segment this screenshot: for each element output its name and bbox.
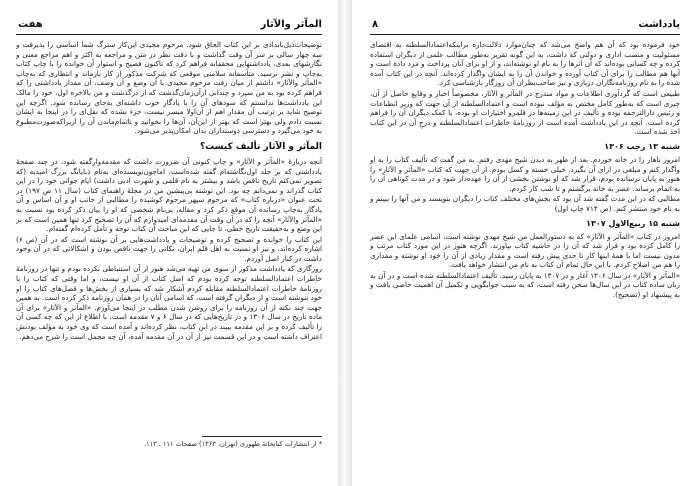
diary-entry-paragraph: امروز ناهار را در خانه خوردم. بعد از ظهر به دیدن شیخ مهدی رفتم. به من گفت که تألیف کتاب را به او واگذار کنم و مبلغی در ازای آن بگیرد. خیلی خسته و کسل بودم. از آن جهت که کتاب «المآثر و الآثار» را هنوز به پایان نرسانده بودم، قرار شد که او نوشتن بخشی از آن را عهده‌دار شود و در مدت کوتاهی آن را به اتمام برساند. عصر به خانه برگشتم و تا شب کار کردم. bbox=[370, 154, 680, 193]
footnote: * از انتشارات کتابخانهٔ طهوری (تهران، ۱۳۶۳) صفحات ۱۱۱ ـ ۱۱۳. bbox=[143, 440, 322, 448]
left-body bbox=[16, 40, 322, 430]
footnote-rule bbox=[202, 436, 322, 437]
diary-entry-paragraph: «المآثر و الآثار» در سال ۱۳۰۶ آغاز و در ۱۳۰۷ به پایان رسید. تألیف اعتمادالسلطنه شده است و در آن به زبان ساده کتاب در این سال‌ها سخن رفته است، که به سبب جوابگویی و تکمیل آن اهمیت خاصی یافت و به پیشنهاد او (تصحیح). bbox=[370, 270, 680, 300]
diary-entry-heading: شنبه ۱۳ رجب ۱۳۰۶ bbox=[604, 141, 680, 151]
left-page bbox=[0, 0, 338, 486]
body-paragraph: این کتاب را خوانده و تصحیح کرده و توضیحات و یادداشت‌هایی بر آن نوشته است که در آن (ص ۶) اشاره کرده‌اند، و نیز او نسبت به اهل قلم ایران، نکاتی را جهت ناقص بودن و اشکالاتی که در آن وجود داشت در کنار اصل آوردم. bbox=[16, 234, 322, 263]
intro-paragraph: توضیحات‌ذیل‌بانداذی بر این کتاب الحاق شود. مرحوم مجیدی این‌کار سترگ‌ شما اساسی را پذیرفت و سه چهار سالی بر سر آن وقت گذاشت و با دقت نظر در متن و مراجعه به اکثر و اهم مراجع معنی و نگارشهای بعدی، یادداشتهایی محققانه فراهم کرد که تاکنون فصیح و استوار آن خوانده را با چاپ کتاب به‌چاپ و نشر نرسید. متأسفانه سلامتی موقعی که شرکت مذکور از کار بازماند و انتظاری که به‌چاپ «المآثر والآثار» داشتم از میان رفت مرحوم مجیدی با آن وضع و آن وصف، آن مقدار یادداشتی را که فراهم کرده بود به من سپرد و چندانی ازآن‌زمان‌گذشت که از درگذشت و من بالاخره اول، خود را مالک این یادداشت‌ها ندانستم که سودهای آن را با یادگار خوب داشته‌ای به‌جای رسانده شود. اگرچه این توضیح شاید بر ترتیب آن مقدار اهم از آن‌اولا میسر نیست، جزء نشده که نقل‌ای را در اینجا به ایشان نسبت دادم ولی بهتر است که بهتر از این‌آن، آن‌ها را بخوانید و ناتمام‌ماندن آن را ازیراکه‌صورت‌مطبوع به خود می‌گیرد و دسترسی دوستداران بدان امکان‌پذیر می‌شود. bbox=[16, 40, 322, 136]
right-body bbox=[370, 40, 680, 476]
right-page bbox=[352, 0, 696, 486]
body-paragraph: روزگاری که یادداشت مذکور از سوی من تهیه می‌شد هنوز از آن استنباطی نکرده بودم و تنها در روزنامهٔ خاطرات اعتمادالسلطنه توجه کرده بودم که اصل کتاب از آن او نیست، و اما وقتی که کتاب را با روزنامهٔ خاطرات اعتمادالسلطنه مقابله کردم آشکار شد که بسیاری از بخش‌ها و فصل‌های کتاب را او خود ننوشته است و از دیگران گرفته است، که اسامی آنان را در همان روزنامه ذکر کرده است. به همین جهت چند نکته از آن روزنامه را برای روشن شدن مطلب در اینجا می‌آورم. «المآثر و الآثار» برای آن ماده تاریخ در سال ۱۳۰۶ و در تاریخ‌هایی که در سال ۶ و ۷ مقدمه است، با اطلاع از این که چه کسی آن را تألیف کرده و بر این مقدمه ببیند در این کتاب، نظر کرده‌اند و آمده است که وی خود به مؤلف بودنش اعتراف داشته است و در این قسمت نیز از آن در آن مقدمه آمده، آن چه مجمل است را شرح می‌دهم. bbox=[16, 264, 322, 341]
diary-entry-heading: شنبه ۱۵ ربیع‌الاول ۱۳۰۷ bbox=[586, 218, 680, 228]
intro-paragraph: خود فرموده بود که آن هم واضح می‌شد که چنان‌موارد دلالت‌داره براینکه‌اعتمادالسلطنه به اقتضای مسئولیت و منصب اداری و دولتی که داشت، به این گونه تقریر به‌طور مطالب علمی از دیگران استفاده کرده و چه کسانی بوده‌اند که آن اثرها را به نام او نوشته‌اند، و از او برای آنان پرداخت و مزد داده است و آنها هم مطالب را برای آن کتاب آورده و خواندن آن را به ایشان واگذار کرده‌اند. آنچه در این کتاب آمده شده را به نام روزنامه‌نگاران درباری و نیز صاحب‌نظران آن روزگار بازشناسی کرد. bbox=[370, 40, 680, 88]
book-gutter bbox=[338, 0, 352, 486]
section-heading: المآثر و الآثار تألیف کیست؟ bbox=[199, 141, 322, 152]
diary-entry-paragraph: مطالبی که در این مدت گفته شد آن بود که بخش‌های مختلف کتاب را دیگران بنویسند و من آنها را ببینم و به نام خود منتشر کنم. (ص ۷۱۴ چاپ اول) bbox=[370, 194, 680, 213]
diary-entry-paragraph: امروز در کتاب «المآثر و الآثار» که به دستورالعمل من شیخ مهدی نوشته است، اسامی علمای این عصر را کامل کرده بود و قرار شد که آن را در حاشیه کتاب بیاورند. اگرچه هنوز در این مورد کتاب مرتب و مدون نیست اما با همهٔ اینها کار تا حدی پیش رفته است و مقدار زیادی از آن را خود او نوشته و مقداری را هم من اصلاح کردم. با این حال تمام آن کتاب به نام من انتشار خواهد یافت. bbox=[370, 231, 680, 270]
page-number: هفت bbox=[18, 19, 43, 30]
page-number: ۸ bbox=[372, 19, 379, 30]
intro-paragraph: طبیعی است که گردآوری اطلاعات و مواد مندرج در المآثر و الآثار، مخصوصاً اخبار و وقایع حاصل از آن، چیزی است که به‌طور کامل مختص به مؤلف نبوده است و اعتمادالسلطنه از آن جهت که وزیر انطباعات و رئیس دارالترجمه بوده و تألیف در این زمینه‌ها در قلمرو اختیارات او بوده، با کمک دیگران آن را فراهم کرده است. آنچه در این یادداشت آمده است از روزنامهٔ خاطرات اعتمادالسلطنه و درجِ آن در این کتاب اخذ شده است. bbox=[370, 88, 680, 137]
header-rule bbox=[370, 34, 680, 35]
header-rule bbox=[16, 34, 322, 35]
running-head-title: المآثر والآثار bbox=[260, 19, 322, 30]
running-head-title: یادداشت bbox=[638, 19, 680, 30]
body-paragraph: آنچه دربارهٔ «المآثر و الآثار» و چاپ کنونی آن ضرورت داشت که مقدمه‌وارگفته شود، در چند صفحهٔ یادداشتی که بر جلد اول‌نگاشته‌ام گفته شده‌است. اماچون‌نویسنده‌ای به‌نام ذبایانگ بزرگ امیدیه (که تصویر نمی‌کنم تاریخ ناقص باشد و بیشتر به نام قلمی و شهرت ادبی داشت) ایام جوانی خود را در این کتاب گذراند و نمی‌دانم چه بود. این نوشته بی‌پیشین من در مجلهٔ راهنمای کتاب (سال ۱۱ ص ۱۹۷) در تحت عنوان «درباره کتاب» که مرحوم سپهر مرحوم کوشیده را مطالبی از جانب او و آن اساس و آن یادگار به‌چاپ رسانده آن موقع ذکر کرد و مقاله، بی‌نام شخصی که او را بیان ذکر کرده بود نسبت به «المآثر والآثار» آنچه را که در آن وقت آن مقدمه‌ای امیدوارم که آن را تصحیح کرد تنها همین است که بر این وضع و به‌حقیقت تاریخ خطی، تا جایی که این مباحث آن کتاب توجه و تأمل کرده‌ام گفته‌ام. bbox=[16, 156, 322, 234]
